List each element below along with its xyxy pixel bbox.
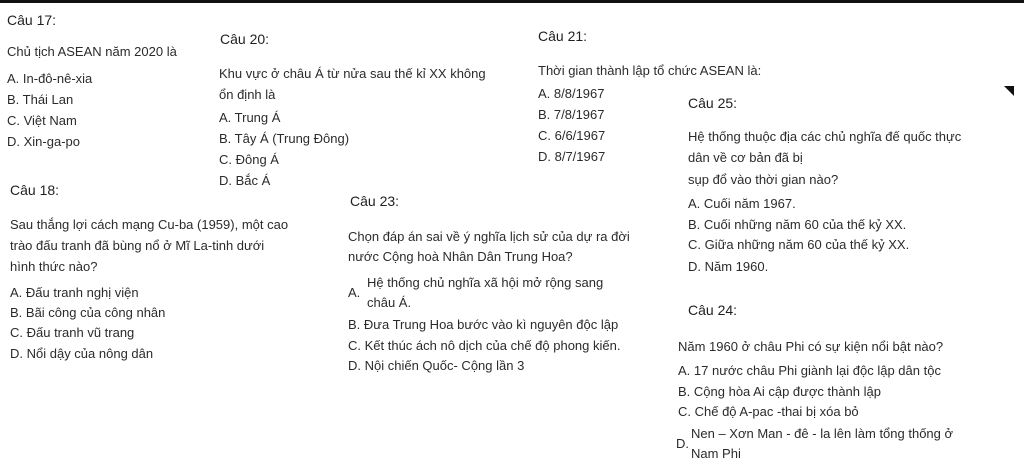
q21-title: Câu 21: [538,28,588,44]
q21-option-d[interactable]: D. 8/7/1967 [538,149,606,164]
q18-question-line3: hình thức nào? [10,259,98,274]
q25-option-b[interactable]: B. Cuối những năm 60 của thế kỷ XX. [688,217,907,232]
q25-question-line2: dân về cơ bản đã bị [688,150,803,165]
q20-option-d[interactable]: D. Bắc Á [219,173,271,188]
q24-option-d-line1[interactable]: Nen – Xơn Man - đê - la lên làm tổng thống ở [691,426,954,441]
q23-option-c[interactable]: C. Kết thúc ách nô dịch của chế độ phong kiến. [348,338,621,353]
q25-option-d[interactable]: D. Năm 1960. [688,259,769,274]
q21-option-b[interactable]: B. 7/8/1967 [538,107,605,122]
q24-option-a[interactable]: A. 17 nước châu Phi giành lại độc lập dân tộc [678,363,941,378]
q24-option-d-line2[interactable]: Nam Phi [691,446,741,461]
q23-question-line1: Chọn đáp án sai về ý nghĩa lịch sử của dự ra đời [348,229,630,244]
q20-title: Câu 20: [220,31,270,47]
q18-option-a[interactable]: A. Đấu tranh nghị viện [10,285,139,300]
q18-option-d[interactable]: D. Nổi dậy của nông dân [10,346,154,361]
q23-option-a-line2[interactable]: châu Á. [367,295,412,310]
q25-question-line3: sụp đổ vào thời gian nào? [688,172,839,187]
q18-question-line1: Sau thắng lợi cách mạng Cu-ba (1959), một cao [10,217,289,232]
q21-question: Thời gian thành lập tổ chức ASEAN là: [538,63,762,78]
q23-title: Câu 23: [350,193,400,209]
q17-option-c[interactable]: C. Việt Nam [7,113,77,128]
q21-option-a[interactable]: A. 8/8/1967 [538,86,605,101]
q25-title: Câu 25: [688,95,738,111]
q24-question: Năm 1960 ở châu Phi có sự kiện nổi bật nào? [678,339,944,354]
q24-title: Câu 24: [688,302,738,318]
q25-question-line1: Hệ thống thuộc địa các chủ nghĩa đế quốc thực [688,129,962,144]
q25-option-c[interactable]: C. Giữa những năm 60 của thế kỷ XX. [688,237,910,252]
q20-question-line1: Khu vực ở châu Á từ nửa sau thế kỉ XX không [219,66,486,81]
q18-option-b[interactable]: B. Bãi công của công nhân [10,305,166,320]
q17-option-d[interactable]: D. Xin-ga-po [7,134,80,149]
q17-option-b[interactable]: B. Thái Lan [7,92,74,107]
q23-option-a-line1[interactable]: Hệ thống chủ nghĩa xã hội mở rộng sang [367,275,604,290]
top-border [0,0,1024,3]
q23-option-b[interactable]: B. Đưa Trung Hoa bước vào kì nguyên độc lập [348,317,619,332]
q23-question-line2: nước Cộng hoà Nhân Dân Trung Hoa? [348,249,573,264]
q18-title: Câu 18: [10,182,60,198]
q21-option-c[interactable]: C. 6/6/1967 [538,128,606,143]
q20-option-c[interactable]: C. Đông Á [219,152,279,167]
corner-marker [1004,86,1014,96]
q17-title: Câu 17: [7,12,57,28]
q23-option-d[interactable]: D. Nội chiến Quốc- Cộng lần 3 [348,358,525,373]
q23-option-a-letter[interactable]: A. [348,285,361,300]
q24-option-b[interactable]: B. Cộng hòa Ai cập được thành lập [678,384,881,399]
q24-option-c[interactable]: C. Chế độ A-pac -thai bị xóa bỏ [678,404,859,419]
q17-question: Chủ tịch ASEAN năm 2020 là [7,44,177,59]
q20-option-b[interactable]: B. Tây Á (Trung Đông) [219,131,350,146]
q20-question-line2: ổn định là [219,87,276,102]
q24-option-d-letter[interactable]: D. [676,436,689,451]
q18-question-line2: trào đấu tranh đã bùng nổ ở Mĩ La-tinh dưới [10,238,265,253]
q25-option-a[interactable]: A. Cuối năm 1967. [688,196,796,211]
q17-option-a[interactable]: A. In-đô-nê-xia [7,71,93,86]
q18-option-c[interactable]: C. Đấu tranh vũ trang [10,325,135,340]
q20-option-a[interactable]: A. Trung Á [219,110,281,125]
